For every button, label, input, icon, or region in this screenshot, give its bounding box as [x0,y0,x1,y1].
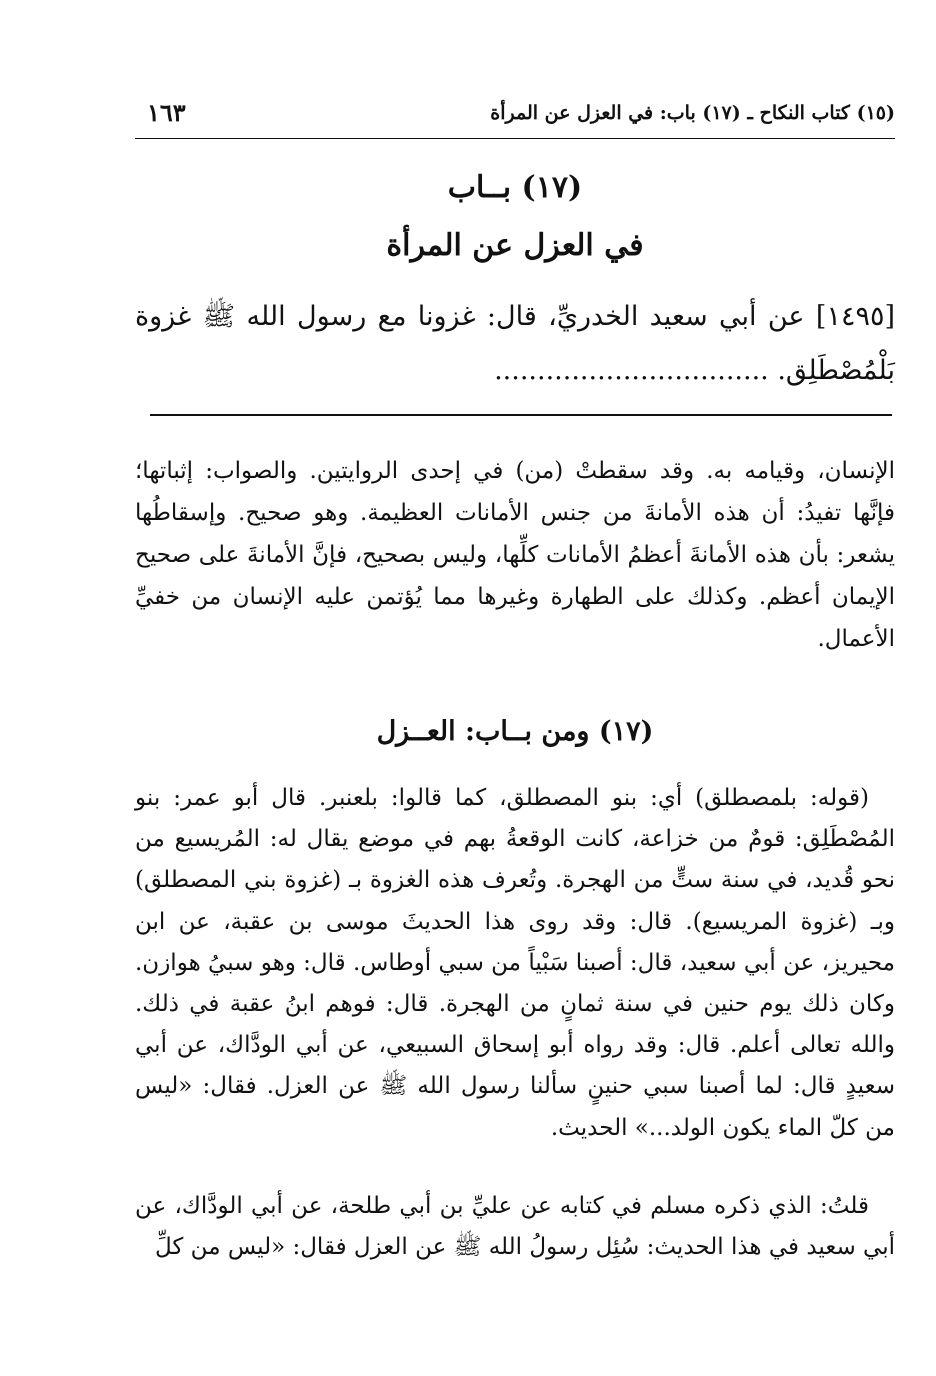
section-heading: (١٧) ومن بــاب: العــزل [376,716,654,747]
running-title: (١٥) كتاب النكاح ـ (١٧) باب: في العزل عن المرأة [490,102,895,124]
paragraph-text: (قوله: بلمصطلق) أي: بنو المصطلق، كما قالوا: بلعنبر. قال أبو عمر: بنو المُصْطَلِق: قومٌ من خزاعة، كانت الوقعةُ بهم في موضع يقال له: المُريسيع من نحو قُديد، في سنة ستٍّ من الهجرة. وتُعرف هذه الغزوة بـ (غزوة بني المصطلق) وبـ (غزوة المريسيع). قال: وقد روى هذا الحديثَ موسى بن عقبة، عن ابن محيريز، عن أبي سعيد، قال: أصبنا سَبْياً من سبي أوطاس. قال: وهو سبيُ هوازن. وكان ذلك يوم حنين في سنة ثمانٍ من الهجرة. قال: فوهم ابنُ عقبة في ذلك. والله تعالى أعلم. قال: وقد رواه أبو إسحاق السبيعي، عن أبي الودَّاك، عن أبي سعيدٍ قال: لما أصبنا سبي حنينٍ سألنا رسول الله ﷺ عن العزل. فقال: «ليس من كلّ الماء يكون الولد...» الحديث. [135,785,895,1141]
chapter-heading: (١٧) بــاب [447,170,583,205]
hadith-body: [١٤٩٥] عن أبي سعيد الخدريِّ، قال: غزونا مع رسول الله ﷺ غزوة بَلْمُصْطَلِق. [135,301,895,386]
commentary-paragraph-2 [135,1186,895,1268]
page-number: ١٦٣ [147,98,186,127]
commentary-paragraph-1 [135,778,895,1149]
footnote-separator [150,414,892,416]
chapter-subtitle: في العزل عن المرأة [386,228,644,263]
hadith-dots: ................................ [494,355,769,386]
page-header [135,98,895,134]
hadith-text [135,290,895,398]
commentary-continuation: الإنسان، وقيامه به. وقد سقطتْ (من) في إحدى الروايتين. والصواب: إثباتها؛ فإنَّها تفيدُ: أن هذه الأمانةَ من جنس الأمانات العظيمة. وهو صحيح. وإسقاطُها يشعر: بأن هذه الأمانةَ أعظمُ الأمانات كلِّها، وليس بصحيح، فإنَّ الأمانةَ على صحيح الإيمان أعظم. وكذلك على الطهارة وغيرها مما يُؤتمن عليه الإنسان من خفيِّ الأعمال. [135,458,895,652]
header-rule [135,138,895,139]
paragraph-text: قلتُ: الذي ذكره مسلم في كتابه عن عليِّ بن أبي طلحة، عن أبي الودَّاك، عن أبي سعيد في هذا الحديث: سُئِل رسولُ الله ﷺ عن العزل فقال: «ليس من كلِّ [135,1193,895,1261]
